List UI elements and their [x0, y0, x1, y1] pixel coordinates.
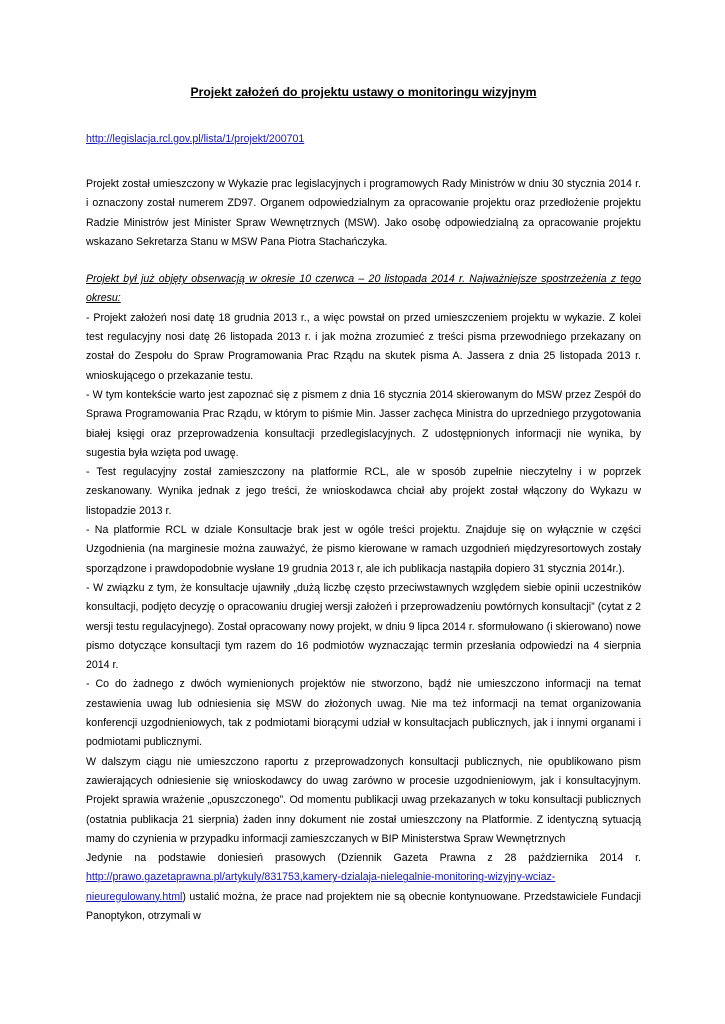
further-paragraph: W dalszym ciągu nie umieszczono raportu z przeprowadzonych konsultacji publicznych, nie opublikowano pism zawierających odniesienie się wnioskodawcy do uwag zarówno w procesie uzgodnieniowym, jak i konsultacyjnym. Projekt sprawia wrażenie „opuszczonego”. Od momentu publikacji uwag przekazanych w toku konsultacji publicznych (ostatnia publikacja 21 sierpnia) żaden inny dokument nie został umieszczony na Platformie. Z identyczną sytuacją mamy do czynienia w przypadku informacji zamieszczanych w BIP Ministerstwa Spraw Wewnętrznych — [86, 755, 641, 845]
source-link[interactable]: http://legislacja.rcl.gov.pl/lista/1/projekt/200701 — [86, 133, 305, 145]
press-paragraph — [86, 849, 641, 926]
observation-bullet-6: - Co do żadnego z dwóch wymienionych projektów nie stworzono, bądź nie umieszczono informacji na temat zestawienia uwag lub odniesienia się MSW do złożonych uwag. Nie ma też informacji na temat organizowania konferencji uzgodnieniowych, tak z podmiotami biorącymi udział w konsultacjach publicznych, jak i innymi organami i podmiotami publicznymi. — [86, 678, 641, 749]
observation-bullet-4: - Na platformie RCL w dziale Konsultacje brak jest w ogóle treści projektu. Znajduje się on wyłącznie w części Uzgodnienia (na marginesie można zauważyć, że pismo kierowane w ramach uzgodnień międzyresortowych zostały sporządzone i prawdopodobnie wysłane 19 grudnia 2013 r, ale ich publikacja nastąpiła dopiero 31 stycznia 2014r.). — [86, 524, 641, 575]
press-paragraph-end: ) ustalić można, że prace nad projektem nie są obecnie kontynuowane. Przedstawiciele Fundacji Panoptykon, otrzymali w — [86, 890, 641, 922]
observation-bullet-2: - W tym kontekście warto jest zapoznać się z pismem z dnia 16 stycznia 2014 skierowanym do MSW przez Zespół do Sprawa Programowania Prac Rządu, w którym to piśmie Min. Jasser zachęca Ministra do uprzedniego przygotowania białej księgi oraz przeprowadzenia konsultacji przedlegislacyjnych. Z udostępnionych informacji nie wynika, by sugestia była wzięta pod uwagę. — [86, 388, 641, 459]
intro-paragraph: Projekt został umieszczony w Wykazie prac legislacyjnych i programowych Rady Ministrów w dniu 30 stycznia 2014 r. i oznaczony został numerem ZD97. Organem odpowiedzialnym za opracowanie projektu oraz przedłożenie projektu Radzie Ministrów jest Minister Spraw Wewnętrznych (MSW). Jako osobę odpowiedzialną za opracowanie projektu wskazano Sekretarza Stanu w MSW Pana Piotra Stachańczyka. — [86, 178, 641, 248]
observation-heading: Projekt był już objęty obserwacją w okresie 10 czerwca – 20 listopada 2014 r. Najważniejsze spostrzeżenia z tego okresu: — [86, 273, 641, 305]
press-article-link[interactable]: http://prawo.gazetaprawna.pl/artykuly/831753,kamery-dzialaja-nielegalnie-monitoring-wizyjny-wciaz-nieuregulowany.html — [86, 871, 556, 903]
press-paragraph-start: Jedynie na podstawie doniesień prasowych (Dziennik Gazeta Prawna z 28 października 2014 r. — [86, 852, 641, 865]
document-title: Projekt założeń do projektu ustawy o monitoringu wizyjnym — [190, 85, 537, 99]
observation-bullet-3: - Test regulacyjny został zamieszczony na platformie RCL, ale w sposób zupełnie nieczytelny i w poprzek zeskanowany. Wynika jednak z jego treści, że wnioskodawca chciał aby projekt został włączony do Wykazu w listopadzie 2013 r. — [86, 466, 641, 517]
observation-bullet-1: - Projekt założeń nosi datę 18 grudnia 2013 r., a więc powstał on przed umieszczeniem projektu w wykazie. Z kolei test regulacyjny nosi datę 26 listopada 2013 r. i jak można zrozumieć z treści pisma przewodniego przekazany on został do Zespołu do Spraw Programowania Prac Rządu na skutek pisma A. Jassera z dnia 25 listopada 2013 r. wnioskującego o przekazanie testu. — [86, 311, 641, 382]
observation-bullet-5: - W związku z tym, że konsultacje ujawniły „dużą liczbę często przeciwstawnych względem siebie opinii uczestników konsultacji, podjęto decyzję o opracowaniu drugiej wersji założeń i przeprowadzeniu powtórnych konsultacji” (cytat z 2 wersji testu regulacyjnego). Został opracowany nowy projekt, w dniu 9 lipca 2014 r. sformułowano (i skierowano) nowe pismo dotyczące konsultacji tym razem do 16 podmiotów wyznaczając termin przesłania odpowiedzi na 4 sierpnia 2014 r. — [86, 581, 641, 672]
